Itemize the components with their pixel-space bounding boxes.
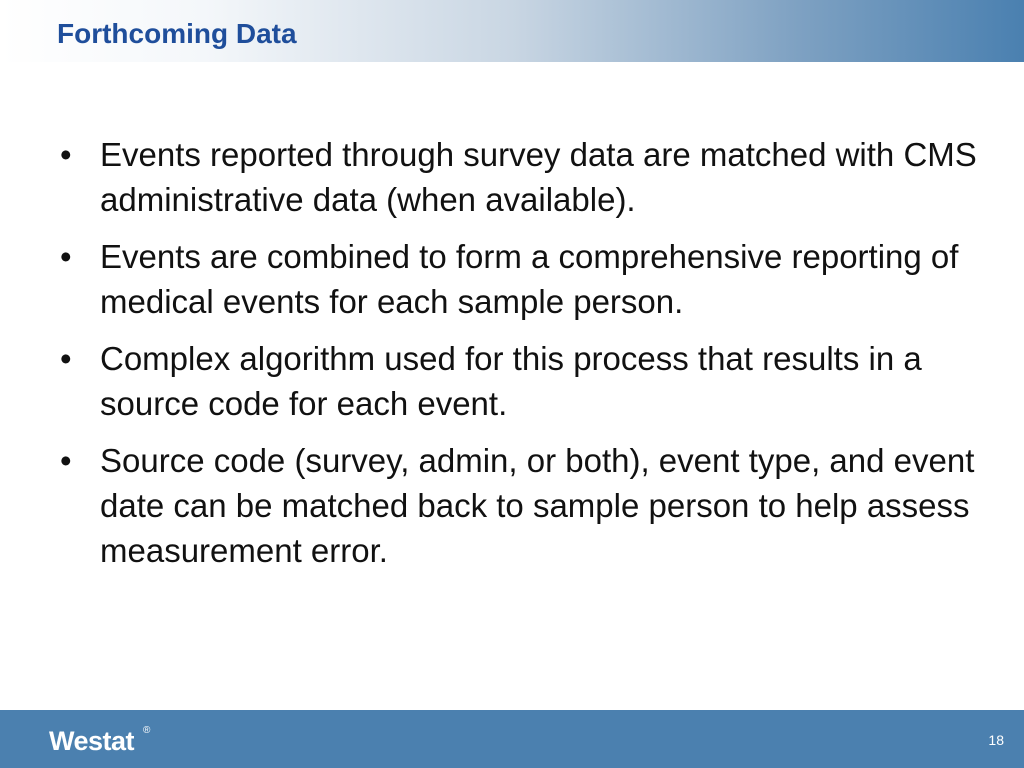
- bullet-text: Complex algorithm used for this process that results in a source code for each event.: [100, 340, 922, 422]
- title-bar: [0, 0, 1024, 62]
- bullet-dot-icon: •: [60, 340, 72, 377]
- registered-mark: ®: [143, 725, 151, 736]
- bullet-item: [58, 336, 978, 426]
- bullet-item: [58, 438, 978, 573]
- bullet-item: [58, 132, 978, 222]
- page-number: 18: [988, 732, 1004, 748]
- bullet-text: Events are combined to form a comprehensive reporting of medical events for each sample person.: [100, 238, 959, 320]
- footer-bar: [0, 710, 1024, 768]
- bullet-dot-icon: •: [60, 238, 72, 275]
- bullet-list: [58, 132, 978, 585]
- bullet-text: Source code (survey, admin, or both), event type, and event date can be matched back to sample person to help assess measurement error.: [100, 442, 975, 569]
- bullet-dot-icon: •: [60, 442, 72, 479]
- bullet-item: [58, 234, 978, 324]
- bullet-text: Events reported through survey data are matched with CMS administrative data (when available).: [100, 136, 977, 218]
- bullet-dot-icon: •: [60, 136, 72, 173]
- slide-title: Forthcoming Data: [57, 18, 297, 49]
- westat-logo: Westat: [49, 726, 135, 756]
